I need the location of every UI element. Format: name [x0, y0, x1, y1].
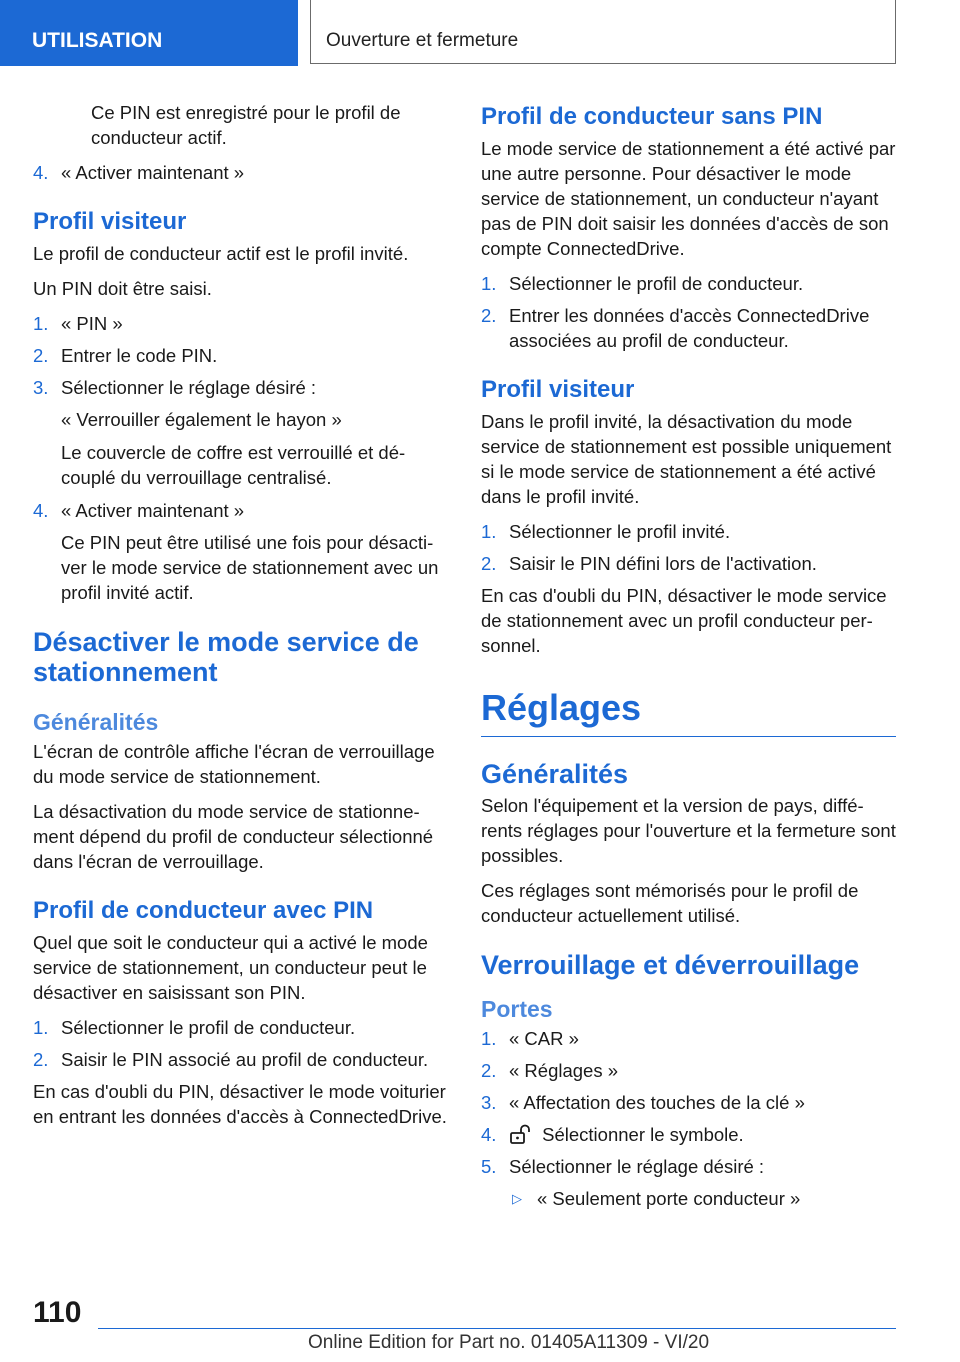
section-heading: Profil de conducteur avec PIN: [33, 897, 374, 924]
paragraph: Un PIN doit être saisi.: [33, 278, 212, 299]
paragraph: Le mode service de stationnement a été activé par une autre personne. Pour désactiver le mode service de stationnement, un conducteur n'ayant pas de PIN doit saisir les données d'accès de son compte ConnectedDrive.: [481, 138, 896, 259]
list-item: [481, 271, 896, 296]
section-tab: UTILISATION: [0, 0, 298, 66]
sub-list-item: [481, 1186, 896, 1211]
paragraph: La désactivation du mode service de stationnement dépend du profil de conducteur sélectionné dans l'écran de verrouillage.: [33, 801, 434, 872]
list-number: 1.: [481, 521, 497, 542]
list-item: [481, 303, 896, 353]
list-text: Sélectionner le symbole.: [542, 1124, 744, 1145]
paragraph: L'écran de contrôle affiche l'écran de verrouillage du mode service de stationnement.: [33, 741, 435, 787]
list-continuation: Le couvercle de coffre est verrouillé et découplé du verrouillage centralisé.: [61, 442, 406, 488]
list-text: « Seulement porte conducteur »: [537, 1188, 801, 1209]
list-text: « Affectation des touches de la clé »: [509, 1092, 805, 1113]
subsection-heading: Portes: [481, 996, 553, 1022]
list-item: [481, 1122, 896, 1147]
list-continuation: Ce PIN peut être utilisé une fois pour désactiver le mode service de stationnement avec un profil invité actif.: [61, 532, 439, 603]
paragraph: En cas d'oubli du PIN, désactiver le mode voiturier en entrant les données d'accès à ConnectedDrive.: [33, 1081, 447, 1127]
list-item: [33, 1047, 448, 1072]
paragraph: Ces réglages sont mémorisés pour le profil de conducteur actuellement utilisé.: [481, 880, 859, 926]
footer-edition: Online Edition for Part no. 01405A11309 - VI/20: [308, 1332, 710, 1353]
list-number: 5.: [481, 1156, 497, 1177]
list-item: [481, 1026, 896, 1051]
list-number: 2.: [481, 305, 497, 326]
right-column: [481, 100, 896, 1218]
list-text: Entrer les données d'accès ConnectedDrive associées au profil de conducteur.: [509, 305, 870, 351]
list-number: 2.: [33, 345, 49, 366]
list-text: Sélectionner le profil invité.: [509, 521, 731, 542]
list-text: Sélectionner le réglage désiré :: [509, 1156, 765, 1177]
list-continuation: « Verrouiller également le hayon »: [61, 409, 342, 430]
section-heading: Profil de conducteur sans PIN: [481, 103, 823, 130]
section-heading: Profil visiteur: [33, 208, 187, 235]
list-text: Saisir le PIN associé au profil de conducteur.: [61, 1049, 429, 1070]
list-number: 4.: [33, 500, 49, 521]
list-number: 1.: [481, 1028, 497, 1049]
section-heading: Profil visiteur: [481, 376, 635, 403]
paragraph: Quel que soit le conducteur qui a activé le mode service de stationnement, un conducteur peut le désactiver en saisissant son PIN.: [33, 932, 428, 1003]
chapter-heading: Généralités: [481, 759, 629, 789]
list-text: « PIN »: [61, 313, 123, 334]
list-item: [481, 1090, 896, 1115]
list-number: 2.: [481, 553, 497, 574]
list-number: 1.: [33, 313, 49, 334]
list-number: 4.: [481, 1124, 497, 1145]
list-text: Sélectionner le profil de conducteur.: [509, 273, 804, 294]
list-item: [33, 343, 448, 368]
list-item: [33, 311, 448, 336]
list-number: 2.: [33, 1049, 49, 1070]
list-number: 4.: [33, 162, 49, 183]
list-item: [33, 160, 448, 185]
unlock-icon: [509, 1124, 531, 1144]
list-text: « Activer maintenant »: [61, 162, 245, 183]
chapter-heading: Verrouillage et déverrouillage: [481, 950, 860, 980]
list-item: [33, 498, 448, 523]
list-number: 3.: [481, 1092, 497, 1113]
list-text: « CAR »: [509, 1028, 579, 1049]
list-item: [481, 551, 896, 576]
major-heading: Réglages: [481, 686, 896, 737]
footer-divider: [98, 1328, 896, 1329]
list-text: Sélectionner le profil de conducteur.: [61, 1017, 356, 1038]
paragraph: Dans le profil invité, la désactivation du mode service de stationnement est possible uniquement si le mode service de stationnement a été activé dans le profil invité.: [481, 411, 892, 507]
list-item: [33, 375, 448, 400]
list-number: 3.: [33, 377, 49, 398]
list-number: 1.: [33, 1017, 49, 1038]
list-number: 1.: [481, 273, 497, 294]
paragraph: Ce PIN est enregistré pour le profil de conducteur actif.: [91, 102, 401, 148]
list-item: [33, 1015, 448, 1040]
list-text: « Activer maintenant »: [61, 500, 245, 521]
subsection-heading: Généralités: [33, 709, 159, 735]
list-item: [481, 1154, 896, 1179]
list-text: Sélectionner le réglage désiré :: [61, 377, 317, 398]
list-text: Entrer le code PIN.: [61, 345, 218, 366]
chapter-heading: Désactiver le mode service de stationnement: [33, 627, 419, 687]
left-column: [33, 100, 448, 1139]
paragraph: En cas d'oubli du PIN, désactiver le mode service de stationnement avec un profil conducteur personnel.: [481, 585, 887, 656]
paragraph: Le profil de conducteur actif est le profil invité.: [33, 243, 409, 264]
list-number: 2.: [481, 1060, 497, 1081]
list-item: [481, 1058, 896, 1083]
paragraph: Selon l'équipement et la version de pays, différents réglages pour l'ouverture et la fermeture sont possibles.: [481, 795, 896, 866]
page-number: 110: [33, 1296, 82, 1329]
list-text: Saisir le PIN défini lors de l'activation.: [509, 553, 817, 574]
list-text: « Réglages »: [509, 1060, 619, 1081]
chapter-title: Ouverture et fermeture: [326, 30, 519, 51]
list-item: [481, 519, 896, 544]
triangle-bullet-icon: ▷: [512, 1191, 522, 1206]
page-header: [0, 0, 960, 66]
